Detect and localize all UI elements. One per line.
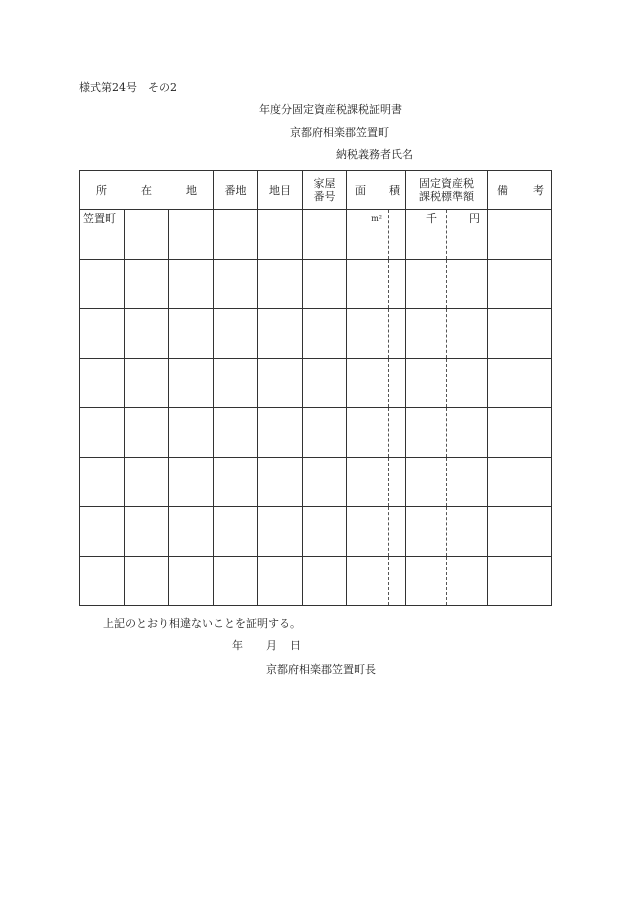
header-tax-base-line: 固定資産税 bbox=[419, 177, 474, 190]
header-remarks-char: 考 bbox=[533, 183, 544, 197]
cell-house-number bbox=[303, 309, 347, 359]
table-row bbox=[80, 457, 552, 507]
cell-area bbox=[347, 309, 389, 359]
cell-remarks bbox=[488, 408, 552, 458]
cell-location-2 bbox=[125, 210, 169, 260]
cell-location-3 bbox=[169, 259, 214, 309]
cell-tax-base-thousands bbox=[406, 358, 447, 408]
cell-location-1 bbox=[80, 210, 125, 260]
header-remarks-text bbox=[488, 184, 551, 197]
cell-tax-base-thousands bbox=[406, 556, 447, 606]
header-location-char: 所 bbox=[96, 183, 107, 197]
cell-location-3 bbox=[169, 309, 214, 359]
cell-location-3 bbox=[169, 457, 214, 507]
cell-remarks bbox=[488, 309, 552, 359]
cell-area bbox=[347, 358, 389, 408]
cell-location-3 bbox=[169, 358, 214, 408]
cell-area-fraction bbox=[389, 210, 406, 260]
cell-location-3 bbox=[169, 507, 214, 557]
cell-area bbox=[347, 210, 389, 260]
cell-lot-number bbox=[214, 507, 258, 557]
cell-location-2 bbox=[125, 259, 169, 309]
cell-location-1 bbox=[80, 457, 125, 507]
cell-location-1 bbox=[80, 556, 125, 606]
cell-tax-base-thousands bbox=[406, 259, 447, 309]
cell-location-1 bbox=[80, 358, 125, 408]
cell-land-category bbox=[258, 309, 303, 359]
header-location-char: 地 bbox=[186, 183, 197, 197]
cell-tax-base-yen bbox=[447, 408, 488, 458]
cell-tax-base-yen bbox=[447, 358, 488, 408]
cell-tax-base-thousands bbox=[406, 309, 447, 359]
cell-area-fraction bbox=[389, 507, 406, 557]
header-area bbox=[347, 171, 406, 210]
cell-location-1 bbox=[80, 408, 125, 458]
header-remarks bbox=[488, 171, 552, 210]
header-remarks-char: 備 bbox=[497, 183, 508, 197]
header-tax-base bbox=[406, 171, 488, 210]
cell-lot-number bbox=[214, 457, 258, 507]
cell-tax-base-thousands bbox=[406, 408, 447, 458]
cell-area-fraction bbox=[389, 457, 406, 507]
cell-area-fraction bbox=[389, 556, 406, 606]
certification-statement: 上記のとおり相違ないことを証明する。 bbox=[103, 617, 301, 630]
table-body bbox=[80, 210, 552, 606]
table-header bbox=[80, 171, 552, 210]
cell-tax-base-thousands bbox=[406, 507, 447, 557]
table-row bbox=[80, 507, 552, 557]
cell-tax-base-thousands bbox=[406, 457, 447, 507]
cell-remarks bbox=[488, 358, 552, 408]
cell-land-category bbox=[258, 556, 303, 606]
form-number: 様式第24号 その2 bbox=[79, 81, 177, 94]
cell-land-category bbox=[258, 408, 303, 458]
cell-house-number bbox=[303, 556, 347, 606]
issuer-name: 京都府相楽郡笠置町長 bbox=[266, 663, 376, 676]
cell-location-1 bbox=[80, 309, 125, 359]
date-year-label: 年 bbox=[232, 639, 243, 652]
cell-house-number bbox=[303, 358, 347, 408]
cell-location-2 bbox=[125, 457, 169, 507]
cell-land-category bbox=[258, 358, 303, 408]
date-day-label: 日 bbox=[290, 639, 301, 652]
header-house-number-line: 番号 bbox=[313, 190, 336, 203]
cell-tax-base-yen-text: 円 bbox=[469, 212, 480, 225]
header-area-char: 積 bbox=[389, 183, 400, 197]
cell-tax-base-yen bbox=[447, 259, 488, 309]
taxpayer-name-label: 納税義務者氏名 bbox=[336, 148, 413, 161]
cell-lot-number bbox=[214, 309, 258, 359]
cell-land-category bbox=[258, 259, 303, 309]
cell-area bbox=[347, 408, 389, 458]
cell-lot-number bbox=[214, 556, 258, 606]
cell-land-category bbox=[258, 210, 303, 260]
cell-land-category bbox=[258, 507, 303, 557]
cell-lot-number bbox=[214, 408, 258, 458]
cell-location-2 bbox=[125, 507, 169, 557]
cell-location-3 bbox=[169, 408, 214, 458]
cell-area bbox=[347, 507, 389, 557]
cell-area-fraction bbox=[389, 309, 406, 359]
header-area-text bbox=[347, 184, 405, 197]
cell-tax-base-yen bbox=[447, 556, 488, 606]
cell-location-1 bbox=[80, 259, 125, 309]
cell-location-2 bbox=[125, 556, 169, 606]
tax-certificate-table bbox=[79, 170, 552, 606]
table-row bbox=[80, 408, 552, 458]
cell-tax-base-thousands-text: 千 bbox=[426, 212, 437, 225]
cell-tax-base-yen bbox=[447, 210, 488, 260]
header-lot-number: 番地 bbox=[214, 171, 258, 210]
header-house-number bbox=[303, 171, 347, 210]
date-month-label: 月 bbox=[266, 639, 277, 652]
header-location-text bbox=[80, 184, 213, 197]
cell-location-2 bbox=[125, 309, 169, 359]
cell-remarks bbox=[488, 556, 552, 606]
cell-tax-base-thousands bbox=[406, 210, 447, 260]
cell-area bbox=[347, 457, 389, 507]
cell-remarks bbox=[488, 507, 552, 557]
header-land-category: 地目 bbox=[258, 171, 303, 210]
cell-area-text: m² bbox=[371, 214, 382, 223]
cell-lot-number bbox=[214, 210, 258, 260]
cell-house-number bbox=[303, 408, 347, 458]
cell-tax-base-yen bbox=[447, 457, 488, 507]
cell-lot-number bbox=[214, 358, 258, 408]
header-house-number-line: 家屋 bbox=[313, 177, 336, 190]
table-row bbox=[80, 210, 552, 260]
cell-house-number bbox=[303, 210, 347, 260]
cell-house-number bbox=[303, 457, 347, 507]
header-location bbox=[80, 171, 214, 210]
cell-location-3 bbox=[169, 210, 214, 260]
cell-location-2 bbox=[125, 358, 169, 408]
cell-area-fraction bbox=[389, 259, 406, 309]
header-area-char: 面 bbox=[355, 183, 366, 197]
cell-remarks bbox=[488, 259, 552, 309]
cell-area-fraction bbox=[389, 358, 406, 408]
cell-location-1-text: 笠置町 bbox=[83, 212, 116, 225]
cell-area-fraction bbox=[389, 408, 406, 458]
cell-tax-base-yen bbox=[447, 309, 488, 359]
municipality-name: 京都府相楽郡笠置町 bbox=[290, 126, 389, 139]
table-row bbox=[80, 259, 552, 309]
cell-remarks bbox=[488, 210, 552, 260]
cell-area bbox=[347, 259, 389, 309]
cell-location-1 bbox=[80, 507, 125, 557]
document-title: 年度分固定資産税課税証明書 bbox=[259, 103, 402, 116]
table-row bbox=[80, 556, 552, 606]
cell-area bbox=[347, 556, 389, 606]
table-row bbox=[80, 309, 552, 359]
table-row bbox=[80, 358, 552, 408]
cell-location-2 bbox=[125, 408, 169, 458]
cell-house-number bbox=[303, 259, 347, 309]
cell-land-category bbox=[258, 457, 303, 507]
cell-lot-number bbox=[214, 259, 258, 309]
cell-house-number bbox=[303, 507, 347, 557]
header-location-char: 在 bbox=[141, 183, 152, 197]
cell-tax-base-yen bbox=[447, 507, 488, 557]
cell-location-3 bbox=[169, 556, 214, 606]
header-row bbox=[80, 171, 552, 210]
cell-remarks bbox=[488, 457, 552, 507]
header-tax-base-line: 課税標準額 bbox=[419, 190, 474, 203]
